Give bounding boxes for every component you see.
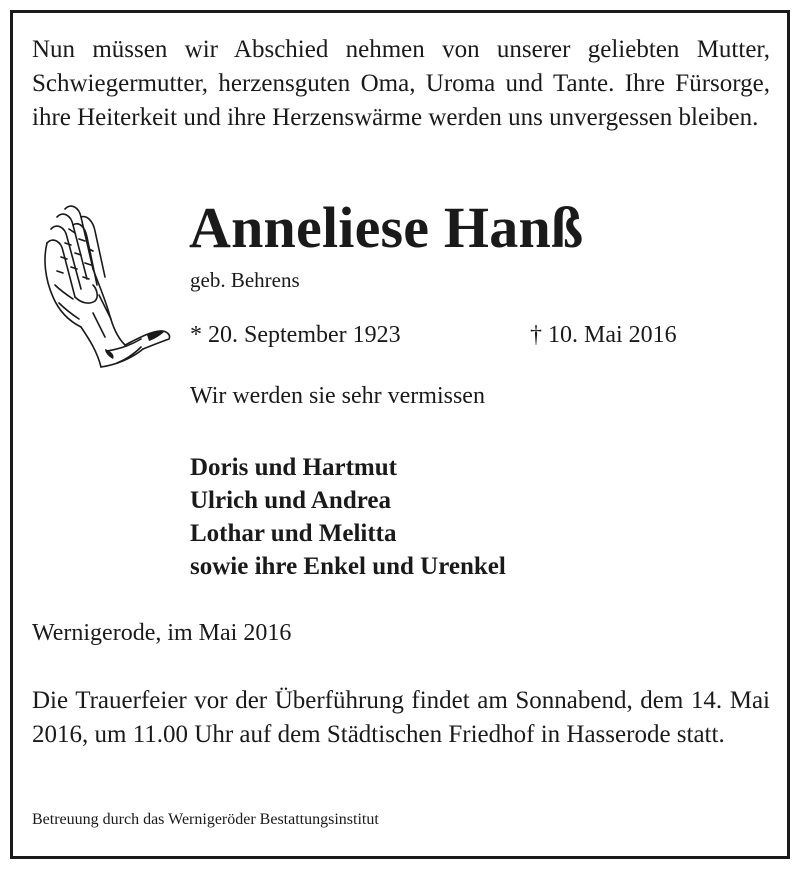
mourner-item: Lothar und Melitta [190,520,397,547]
miss-text: Wir werden sie sehr vermissen [190,383,485,409]
mourners-list [190,451,506,583]
obituary-frame [10,10,790,859]
mourner-item: Doris und Hartmut [190,454,397,481]
maiden-name: geb. Behrens [190,268,300,292]
praying-hands-icon [35,199,175,377]
ceremony-text: Die Trauerfeier vor der Überführung findet am Sonnabend, dem 14. Mai 2016, um 11.00 Uhr auf dem Städtischen Friedhof in Hasserode statt. [32,687,770,748]
funeral-home-note: Betreuung durch das Wernigeröder Bestattungsinstitut [32,811,379,828]
mourner-item: sowie ihre Enkel und Urenkel [190,553,506,580]
death-date: † 10. Mai 2016 [530,322,677,348]
intro-text: Nun müssen wir Abschied nehmen von unserer geliebten Mutter, Schwiegermutter, herzensguten Oma, Uroma und Tante. Ihre Fürsorge, ihre Heiterkeit und ihre Herzenswärme werden uns unvergessen bleiben. [32,36,770,131]
place-date: Wernigerode, im Mai 2016 [32,620,292,646]
mourner-item: Ulrich und Andrea [190,487,391,514]
birth-date: * 20. September 1923 [190,322,401,348]
deceased-name: Anneliese Hanß [189,195,584,260]
